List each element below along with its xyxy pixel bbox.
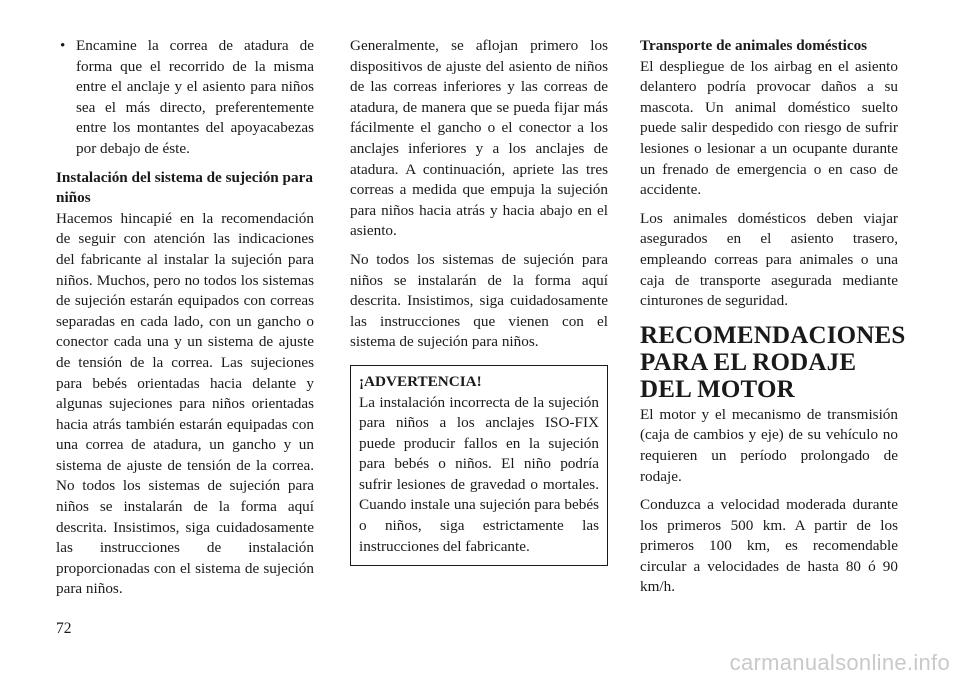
bullet-dot: •: [60, 37, 66, 54]
warning-title: ¡ADVERTENCIA!: [359, 372, 482, 390]
bullet-item: [56, 36, 314, 160]
section-title-engine-break-in: RECOMENDACIONES PARA EL RODAJE DEL MOTOR: [640, 321, 906, 403]
paragraph-installation: Hacemos hincapié en la recomendación de seguir con atención las indicaciones del fabricante al instalar la sujeción para niños. Muchos, pero no todos los sistemas de sujeción estarán equipados con correas separadas en cada lado, con un gancho o conector cada una y un sistema de ajuste de tensión de la correa. Las sujeciones para bebés orientadas hacia delante y algunas sujeciones para niños orientadas hacia atrás también estarán equipadas con una correa de atadura, un gancho y un sistema de ajuste de tensión de la correa. No todos los sistemas de sujeción para niños se instalarán de la forma aquí descrita. Insistimos, siga cuidadosamente las instrucciones de instalación proporcionadas con el sistema de sujeción para niños.: [56, 209, 314, 598]
paragraph-pets-secured: Los animales domésticos deben viajar asegurados en el asiento trasero, empleando correas para animales o una caja de transporte asegurada mediante cinturones de seguridad.: [640, 209, 898, 310]
section-heading-pets: Transporte de animales domésticos: [640, 37, 868, 54]
paragraph-speed: Conduzca a velocidad moderada durante los primeros 500 km. A partir de los primeros 100 km, es recomendable circular a velocidades de hasta 80 ó 90 km/h.: [640, 496, 898, 596]
page-number: 72: [56, 620, 72, 637]
paragraph-adjusters: Generalmente, se aflojan primero los dispositivos de ajuste del asiento de niños de las correas inferiores y las correas de atadura, de manera que se pueda fijar más fácilmente el gancho o el conector a los anclajes inferiores y a los anclajes de atadura. A continuación, apriete las tres correas a medida que empuja la sujeción para niños hacia atrás y hacia abajo en el asiento.: [350, 37, 608, 240]
paragraph-not-all-systems: No todos los sistemas de sujeción para niños se instalarán de la forma aquí descrita. Insistimos, siga cuidadosamente las instrucciones que vienen con el sistema de sujeción para niños.: [350, 250, 608, 351]
bullet-text: Encamine la correa de atadura de forma que el recorrido de la misma entre el anclaje y el asiento para niños sea el más directo, preferentemente entre los montantes del apoyacabezas por debajo de éste.: [76, 37, 314, 157]
watermark: carmanualsonline.info: [729, 650, 950, 675]
column-middle: [350, 36, 608, 566]
warning-text: La instalación incorrecta de la sujeción para niños a los anclajes ISO-FIX puede producir fallos en la sujeción para bebés o niños. El niño podría sufrir lesiones de gravedad o mortales. Cuando instale una sujeción para bebés o niños, siga estrictamente las instrucciones del fabricante.: [359, 393, 599, 555]
paragraph-pets-airbag: El despliegue de los airbag en el asiento delantero podría provocar daños a su mascota. Un animal doméstico suelto puede salir despedido con riesgo de sufrir lesiones o lesionar a un ocupante durante un frenado de emergencia o en caso de accidente.: [640, 57, 898, 199]
warning-box: [350, 365, 608, 566]
column-left: [56, 36, 314, 608]
column-right: [640, 36, 906, 606]
paragraph-engine: El motor y el mecanismo de transmisión (caja de cambios y eje) de su vehículo no requieren un período prolongado de rodaje.: [640, 405, 898, 485]
section-heading-child-restraint: Instalación del sistema de sujeción para niños: [56, 168, 313, 207]
